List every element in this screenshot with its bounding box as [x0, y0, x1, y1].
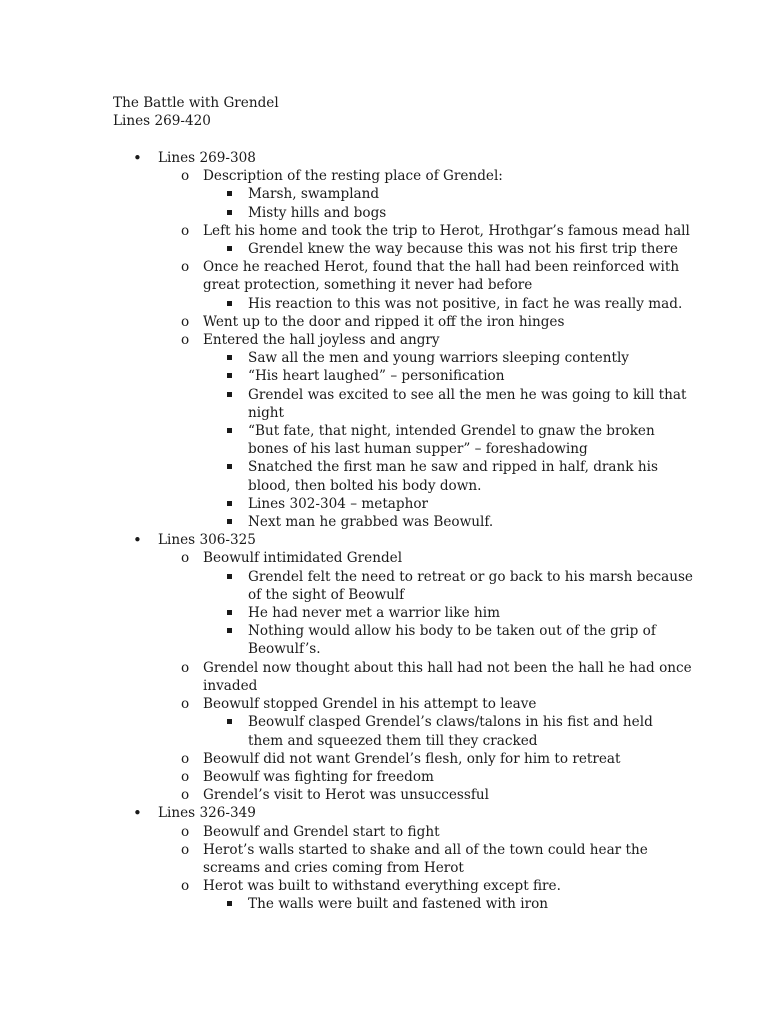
- outline-item-level-3: [0, 713, 768, 749]
- outline-item-text: Beowulf’s.: [248, 641, 321, 658]
- bullet-square-icon: [227, 610, 232, 615]
- bullet-dot-icon: •: [133, 149, 142, 167]
- outline-item-text: Went up to the door and ripped it off the iron hinges: [203, 313, 565, 330]
- outline-item-text: Nothing would allow his body to be taken out of the grip of: [248, 623, 656, 640]
- bullet-dot-icon: •: [133, 804, 142, 823]
- outline-item-text: Lines 306-325: [158, 532, 256, 549]
- outline-item-level-2: [0, 549, 768, 567]
- bullet-square-icon: [227, 719, 232, 724]
- outline-item-level-2: [0, 331, 768, 349]
- outline-item-level-2: [0, 877, 768, 895]
- outline-item-text: Grendel’s visit to Herot was unsuccessful: [203, 787, 489, 804]
- outline-item-level-3: [0, 495, 768, 513]
- outline-item-text: Next man he grabbed was Beowulf.: [248, 514, 494, 531]
- bullet-square-icon: [227, 210, 232, 215]
- outline-item-level-2: [0, 167, 768, 185]
- outline-item-text: blood, then bolted his body down.: [248, 477, 482, 494]
- outline-item-level-3: [0, 349, 768, 367]
- outline-item-text: Once he reached Herot, found that the hall had been reinforced with: [203, 259, 680, 276]
- outline-item-level-2: [0, 695, 768, 713]
- outline-item-level-3: [0, 622, 768, 658]
- bullet-square-icon: [227, 519, 232, 524]
- outline-item-text: His reaction to this was not positive, in fact he was really mad.: [248, 295, 683, 312]
- outline-item-text: Beowulf stopped Grendel in his attempt to leave: [203, 696, 537, 713]
- bullet-circle-icon: o: [181, 841, 190, 858]
- outline-item-level-3: [0, 422, 768, 458]
- bullet-square-icon: [227, 392, 232, 397]
- bullet-circle-icon: o: [181, 823, 190, 840]
- bullet-circle-icon: o: [181, 168, 190, 185]
- bullet-circle-icon: o: [181, 222, 190, 239]
- outline-item-level-3: [0, 604, 768, 622]
- outline-item-level-2: [0, 258, 768, 294]
- outline-item-level-3: [0, 895, 768, 913]
- document-header: [113, 94, 279, 130]
- bullet-dot-icon: •: [133, 531, 142, 550]
- outline-item-text: Herot’s walls started to shake and all of the town could hear the: [203, 841, 648, 858]
- outline-item-text: them and squeezed them till they cracked: [248, 732, 538, 749]
- outline-item-level-1: [0, 804, 768, 822]
- outline-item-text: Description of the resting place of Grendel:: [203, 168, 503, 185]
- bullet-circle-icon: o: [181, 550, 190, 567]
- bullet-circle-icon: o: [181, 787, 190, 804]
- outline-item-text: Beowulf intimidated Grendel: [203, 550, 403, 567]
- outline-item-text: The walls were built and fastened with iron: [248, 896, 549, 913]
- outline-item-text: Saw all the men and young warriors sleeping contently: [248, 350, 629, 367]
- outline-item-text: “His heart laughed” – personification: [248, 368, 505, 385]
- bullet-square-icon: [227, 901, 232, 906]
- outline-item-text: Snatched the first man he saw and ripped in half, drank his: [248, 459, 658, 476]
- outline-item-level-1: [0, 531, 768, 549]
- outline-item-text: Grendel now thought about this hall had not been the hall he had once: [203, 659, 692, 676]
- bullet-circle-icon: o: [181, 768, 190, 785]
- bullet-square-icon: [227, 501, 232, 506]
- bullet-circle-icon: o: [181, 259, 190, 276]
- bullet-square-icon: [227, 246, 232, 251]
- outline-item-level-1: [0, 149, 768, 167]
- outline-item-text: “But fate, that night, intended Grendel to gnaw the broken: [248, 423, 655, 440]
- outline-item-level-3: [0, 367, 768, 385]
- outline-item-text: Lines 269-308: [158, 150, 256, 166]
- bullet-square-icon: [227, 191, 232, 196]
- outline-item-level-3: [0, 295, 768, 313]
- bullet-square-icon: [227, 428, 232, 433]
- outline-item-level-2: [0, 750, 768, 768]
- document-subtitle: Lines 269-420: [113, 113, 211, 130]
- outline-item-level-2: [0, 768, 768, 786]
- outline-item-text: Marsh, swampland: [248, 186, 380, 203]
- outline-item-text: Herot was built to withstand everything except fire.: [203, 878, 561, 895]
- outline-item-level-2: [0, 222, 768, 240]
- outline-item-level-3: [0, 185, 768, 203]
- outline-item-text: Grendel was excited to see all the men he was going to kill that: [248, 386, 687, 403]
- outline-item-text: Beowulf and Grendel start to fight: [203, 823, 440, 840]
- outline-item-text: Entered the hall joyless and angry: [203, 332, 440, 349]
- outline-item-text: He had never met a warrior like him: [248, 605, 500, 622]
- bullet-circle-icon: o: [181, 313, 190, 330]
- outline-item-text: Grendel felt the need to retreat or go back to his marsh because: [248, 568, 693, 585]
- outline-item-level-3: [0, 386, 768, 422]
- outline-item-text: bones of his last human supper” – foreshadowing: [248, 441, 588, 458]
- outline-item-text: of the sight of Beowulf: [248, 586, 405, 603]
- bullet-square-icon: [227, 373, 232, 378]
- bullet-circle-icon: o: [181, 332, 190, 349]
- notes-outline: [0, 149, 768, 914]
- outline-item-level-3: [0, 240, 768, 258]
- outline-item-level-3: [0, 513, 768, 531]
- bullet-circle-icon: o: [181, 750, 190, 767]
- outline-item-text: Left his home and took the trip to Herot, Hrothgar’s famous mead hall: [203, 222, 690, 239]
- bullet-square-icon: [227, 301, 232, 306]
- outline-item-text: Beowulf did not want Grendel’s flesh, only for him to retreat: [203, 750, 621, 767]
- outline-item-text: Grendel knew the way because this was not his first trip there: [248, 241, 678, 258]
- bullet-square-icon: [227, 464, 232, 469]
- outline-item-text: night: [248, 404, 285, 421]
- outline-item-level-2: [0, 823, 768, 841]
- outline-item-level-3: [0, 568, 768, 604]
- outline-item-text: invaded: [203, 677, 258, 694]
- outline-item-level-2: [0, 786, 768, 804]
- document-title: The Battle with Grendel: [113, 95, 279, 111]
- outline-item-text: Beowulf was fighting for freedom: [203, 768, 434, 785]
- outline-item-text: Lines 326-349: [158, 805, 256, 822]
- outline-item-level-3: [0, 458, 768, 494]
- outline-item-text: screams and cries coming from Herot: [203, 859, 464, 876]
- outline-item-text: Beowulf clasped Grendel’s claws/talons in his fist and held: [248, 714, 653, 731]
- bullet-square-icon: [227, 574, 232, 579]
- outline-item-level-3: [0, 204, 768, 222]
- bullet-circle-icon: o: [181, 696, 190, 713]
- outline-item-level-2: [0, 659, 768, 695]
- bullet-square-icon: [227, 628, 232, 633]
- bullet-circle-icon: o: [181, 659, 190, 676]
- outline-item-level-2: [0, 841, 768, 877]
- outline-item-text: Lines 302-304 – metaphor: [248, 495, 429, 512]
- outline-item-text: great protection, something it never had before: [203, 277, 533, 294]
- bullet-circle-icon: o: [181, 878, 190, 895]
- outline-item-level-2: [0, 313, 768, 331]
- bullet-square-icon: [227, 355, 232, 360]
- outline-item-text: Misty hills and bogs: [248, 204, 387, 221]
